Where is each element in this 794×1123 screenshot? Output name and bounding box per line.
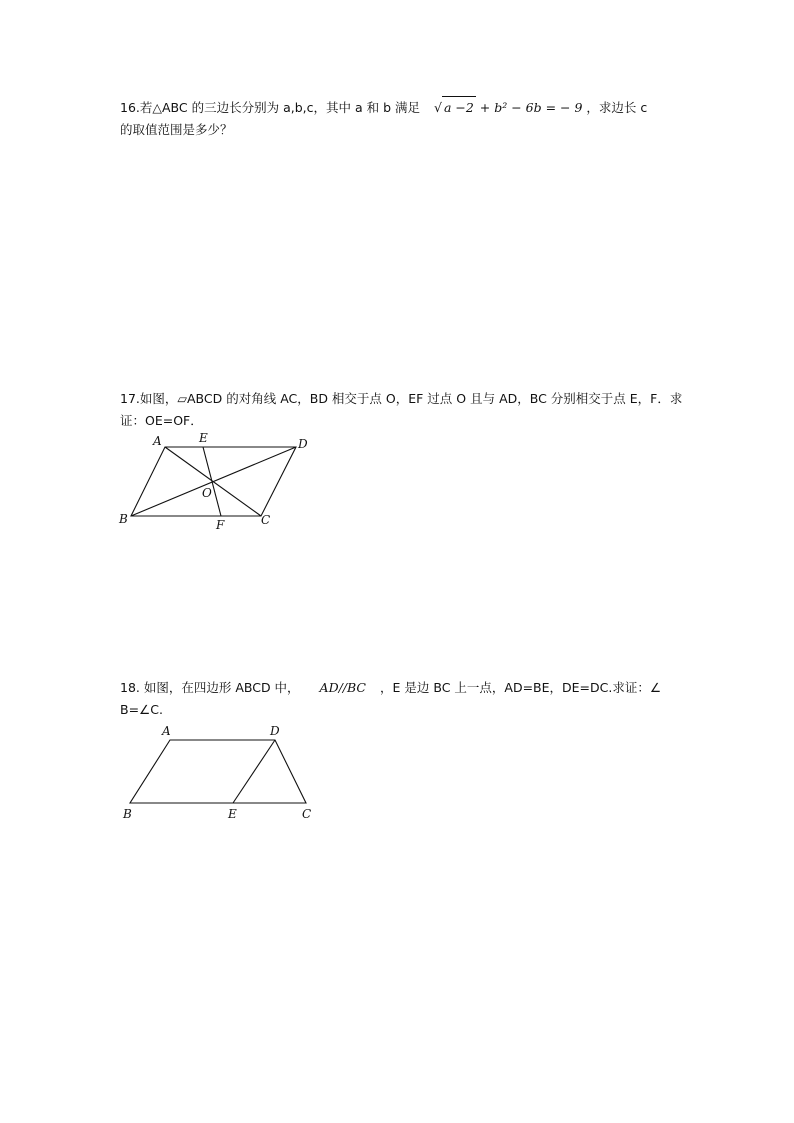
- label-b: B: [119, 512, 128, 526]
- question-16-suffix: ，求边长 c: [586, 100, 648, 115]
- question-17-line-2: 证：OE=OF．: [120, 413, 203, 428]
- question-18-equation: AD//BC: [319, 680, 367, 695]
- question-16-line-2: 的取值范围是多少？: [120, 122, 233, 137]
- label-c: C: [302, 807, 312, 821]
- label-b: B: [123, 807, 132, 821]
- label-a: A: [162, 724, 171, 738]
- label-e: E: [228, 807, 237, 821]
- quadrilateral-abcd: [130, 740, 306, 803]
- question-18-prefix: 18. 如图，在四边形 ABCD 中，: [120, 680, 300, 695]
- question-18-suffix: ，E 是边 BC 上一点，AD=BE，DE=DC.求证：∠: [380, 680, 662, 695]
- label-a: A: [153, 434, 162, 448]
- label-d: D: [270, 724, 280, 738]
- question-18-line-2: B=∠C.: [120, 702, 163, 717]
- label-f: F: [216, 518, 225, 532]
- radical-sign: √: [433, 100, 442, 115]
- label-d: D: [298, 437, 308, 451]
- label-c: C: [261, 513, 271, 527]
- label-e: E: [199, 431, 208, 445]
- segment-de: [233, 740, 275, 803]
- question-17-line-1: 17.如图，▱ABCD 的对角线 AC，BD 相交于点 O，EF 过点 O 且与 AD，BC 分别相交于点 E，F．求: [120, 391, 683, 406]
- radicand: a −2: [442, 96, 476, 119]
- question-16-prefix: 16.若△ABC 的三边长分别为 a,b,c，其中 a 和 b 满足: [120, 100, 420, 115]
- label-o: O: [202, 486, 212, 500]
- equation-rest: + b² − 6b = − 9: [479, 100, 583, 115]
